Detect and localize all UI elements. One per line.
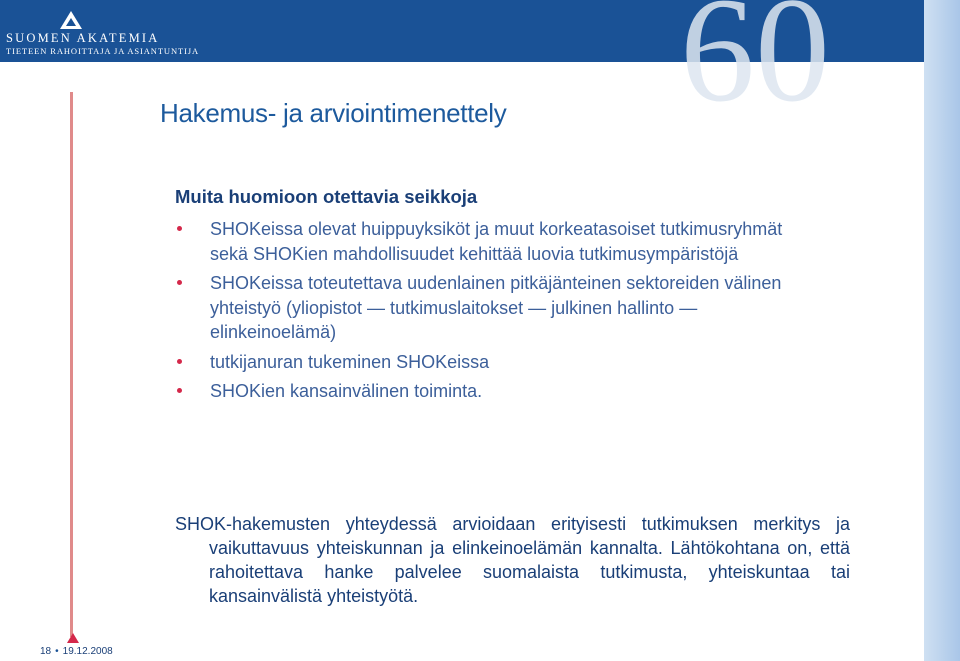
bullet-icon bbox=[177, 388, 182, 393]
org-name: SUOMEN AKATEMIA bbox=[6, 31, 160, 45]
list-item bbox=[175, 379, 815, 404]
anniversary-watermark bbox=[680, 0, 930, 110]
bullet-list bbox=[175, 217, 815, 409]
bullet-text: tutkijanuran tukeminen SHOKeissa bbox=[210, 351, 490, 372]
slide-title: Hakemus- ja arviointimenettely bbox=[160, 98, 507, 128]
bullet-text: SHOKeissa olevat huippuyksiköt ja muut korkeatasoiset tutkimusryhmät sekä SHOKien mahdollisuudet kehittää luovia tutkimusympäristöjä bbox=[210, 219, 783, 264]
watermark-text: 60 bbox=[680, 0, 830, 110]
bullet-icon bbox=[177, 226, 182, 231]
footer bbox=[40, 646, 113, 657]
slide-subheading: Muita huomioon otettavia seikkoja bbox=[175, 186, 478, 207]
bullet-text: SHOKien kansainvälinen toiminta. bbox=[210, 381, 483, 401]
bullet-icon bbox=[177, 359, 182, 364]
list-item bbox=[175, 350, 815, 375]
academy-logo-icon bbox=[60, 11, 82, 29]
slide-date: 19.12.2008 bbox=[62, 646, 113, 657]
footer-separator: • bbox=[55, 646, 59, 657]
right-decor-stripe bbox=[924, 0, 960, 661]
bullet-text: SHOKeissa toteutettava uudenlainen pitkäjänteinen sektoreiden välinen yhteistyö (yliopistot — tutkimuslaitokset — julkinen hallinto — elinkeinoelämä) bbox=[210, 273, 782, 342]
bullet-icon bbox=[177, 280, 182, 285]
list-item bbox=[175, 217, 815, 266]
page-number: 18 bbox=[40, 646, 52, 657]
org-tagline: TIETEEN RAHOITTAJA JA ASIANTUNTIJA bbox=[6, 46, 200, 56]
footer-logo-icon bbox=[67, 633, 79, 643]
summary-paragraph: SHOK-hakemusten yhteydessä arvioidaan erityisesti tutkimuksen merkitys ja vaikuttavuus yhteiskunnan ja elinkeinoelämän kannalta. Lähtökohtana on, että rahoitettava hanke palvelee suomalaista tutkimusta, yhteiskuntaa tai kansainvälistä yhteistyötä. bbox=[175, 514, 850, 606]
list-item bbox=[175, 271, 815, 345]
left-decor-line bbox=[70, 92, 73, 637]
